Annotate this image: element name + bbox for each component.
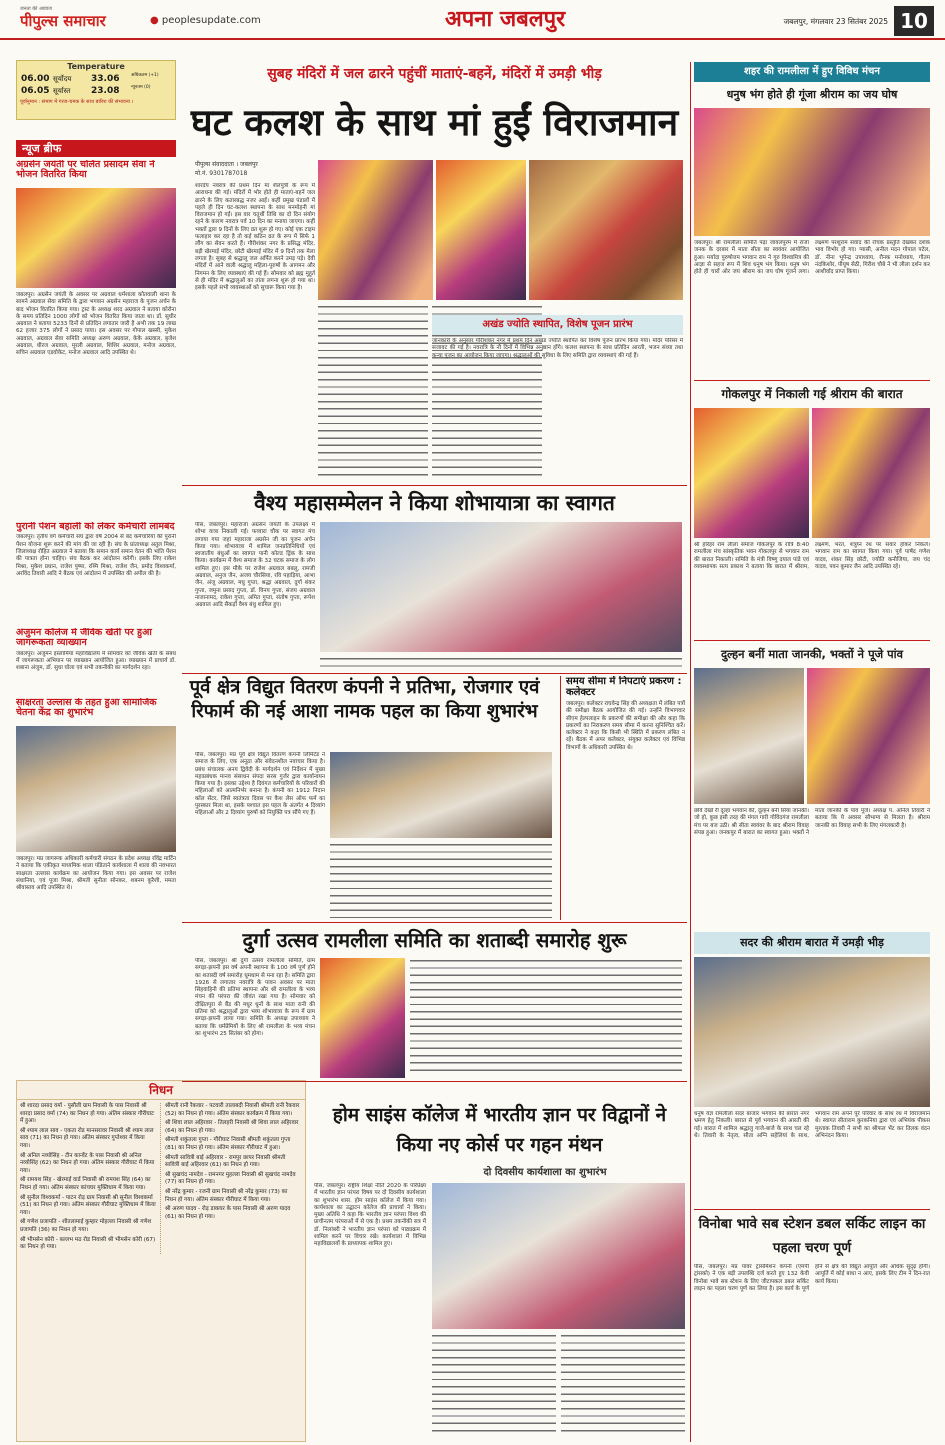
dhanush-text: जबलपुर। श्री रामलीला समिति पढ़ा जावलपुरम में राजा जनक के दरबार में माता सीता का स्वयंवर आयोजित हुआ। मर्यादा पुरुषोत्तम भगवान राम ने गुरु विश्वामित्र की आज्ञा से सहज रूप में शिव धनुष भंग किया। धनुष भंग होते ही चारों ओर जय श्रीराम का जय घोष गूंजने लगा। लक्ष्मण परशुराम संवाद की रोचक प्रस्तुति देखकर दर्शक भाव विभोर हो गए। प्यासी, अनील मदन गोपाल पटेल, डॉ. नीना भूपेन्द्र उपाध्याय, रौनक मनोध्याय, गौतम नंदकिशोर, पीयूष सेठी, गिरीश चौबे ने भी लीला दर्शन कर आशीर्वाद प्राप्त किया। xyxy=(694,240,930,276)
sadar-text: धनुष यज्ञ रामलीला सदर बाजार भगवान की बारात नगर भ्रमण हेतु निकली। बारात से पूर्व भगवान की आरती की गई। बारात में शामिल श्रद्धालु गाजे-बाजे के साथ चल रहे थे। तिवारी के नेतृत्व, सीता अग्नि सहेलियां के साथ, भगवान राम अपने पूरे परिवार के साथ रथ में विराजमान थे। स्वागत सीताराम कुरकनिया द्वारा एवं अभियंक पीकस मुश्ताक तिवारी ने सभी का श्रीफल भेंट कर तिलक वंदन अभिनंदन किया। xyxy=(694,1111,930,1139)
dhanush-headline[interactable]: धनुष भंग होते ही गूंजा श्रीराम का जय घोष xyxy=(726,88,898,101)
obituary-entry: श्री सुखचंद नामदेव - रामनगर मुहल्ला निवासी श्री सुखचंद नामदेव (77) का निधन हो गया। xyxy=(165,1171,296,1186)
brief-item-saksharta xyxy=(16,698,176,1074)
brief-item-agrasen xyxy=(16,160,176,520)
vidyut-photo xyxy=(330,752,552,838)
logo-text: पीपुल्स समाचार xyxy=(20,12,106,30)
obituary-entry: श्री अरुण यादव - रोड़ डाकघर के पास निवासी श्री अरुण यादव (61) का निधन हो गया। xyxy=(165,1206,291,1220)
lead-text: शारदेय नवरात्र की प्रथम दिन मां शैलपुत्री के रूप में आराधना की गई। मंदिरों में भोर होते ही माताएं-बहनें जल ढारने के लिए कतारबद्ध नजर आईं। कहीं प्रमुख पंडालों में पहले ही दिन घट-कलश स्थापना के साथ मनमोहनी मां विराजमान हो गईं। इस वार चतुर्थी तिथि का दो दिन संयोग रहने के कारण नवरात्र पर्व 10 दिन का मनाया जाएगा। कहीं भक्तों द्वारा 9 दिनों के लिए व्रत शुरू हो गए। कोई एक टाइम फलाहार कर रहा है तो कई कठिन व्रत के रूप में सिर्फ 1 लौंग का सेवन करते हैं। गौरीशंकर नगर के प्रसिद्ध मंदिर, बड़ी खेरमाई मंदिर, छोटी खेरमाई मंदिर में 9 दिनों तक मेला लगता है। सुबह से श्रद्धालु जल अर्पित करने उमड़ पड़े। देवी मंदिरों में आने वाली श्रद्धालु महिला-पुरुषों के आगमन और निगमन के लिए व्यवस्थाएं की गई हैं। सोमवार को ब्रह्म मुहूर्त से ही मंदिर में श्रद्धालुओं का तांता लगना शुरू हो गया था। इसके पहले सभी व्यवस्थाओं को सुचारू किया गया है। xyxy=(195,183,315,292)
dulhan-photo-right xyxy=(807,668,930,804)
gokalpur-text: श्री हरिहर राम लीला समाज गोकलपुर के रात्रि 8:40 रामलीला मंच सांस्कृतिक भवन गोकलपुर से भगवान राम की बारात निकाली। समिति के मंत्री विष्णु दयाल पांडे एवं व्यवस्थापक सत्य प्रकाश ने बताया कि बारात में श्रीराम, लक्ष्मण, भरत, शत्रुघ्न रथ पर सवार होकर निकले। भगवान राम का स्वागत किया गया। पूर्व पार्षद गणेश यादव, शंकर सिंह छोटी, ज्योति कनौजिया, जय चंद यादव, पवन कुमार जैन आदि उपस्थित रहे। xyxy=(694,542,930,570)
sunset-time: 06.05 xyxy=(21,86,50,96)
obituary-entry: श्रीमती शकुंतला गुप्ता - गौरीघाट निवासी श्रीमती शकुंतला गुप्ता (81) का निधन हो गया। अंतिम संस्कार गौरीघाट में हुआ। xyxy=(165,1137,291,1151)
vidyut-text-col2 xyxy=(330,842,552,918)
samay-box xyxy=(560,676,685,920)
section-title: अपना जबलपुर xyxy=(445,7,566,32)
brief-headline[interactable]: साक्षरता उल्लास के तहत हुआ सामाजिक चेतना केंद्र का शुभारंभ xyxy=(16,698,157,719)
max-label: अधिकतम (+1) xyxy=(131,73,159,78)
brief-headline[interactable]: पुरानी पेंशन बहाली को लेकर कर्मचारी लामबंद xyxy=(16,522,175,532)
home-science-photo xyxy=(432,1183,685,1329)
weather-box xyxy=(16,60,176,120)
obituary-entry: श्रीमती सावित्री बाई अहिरवार - रामपुर छापर निवासी श्रीमती सावित्री बाई अहिरवार (61) का निधन हो गया। xyxy=(165,1154,286,1169)
lead-photo-temple xyxy=(318,160,433,300)
max-temp: 33.06 xyxy=(91,74,120,84)
dhanush-photo xyxy=(694,108,930,236)
home-science-subhead: दो दिवसीय कार्यशाला का शुभारंभ xyxy=(483,1167,607,1178)
ramleela-text-col xyxy=(410,958,682,1076)
news-brief-banner: न्यूज ब्रीफ xyxy=(16,140,176,157)
lead-photo-devotees xyxy=(436,160,526,300)
weather-title: Temperature xyxy=(67,62,125,71)
vinoba-text: पीसं, जबलपुर। मप्र पावर ट्रांसमिशन कंपनी (एमपी ट्रांसको) ने एक बड़ी उपलब्धि दर्ज करते हुए 132 केवी विनोबा भावे सब स्टेशन के लिए जीटापकल डबल सर्किट लाइन का पहला चरण पूर्ण कर लिया है। इस कार्य के पूर्ण होने से क्षेत्र की विद्युत आपूर्ति और अधिक सुदृढ़ होगी। आपूर्ति में कोई बाधा न आए, इसके लिए टीम ने दिन-रात कार्य किया। xyxy=(694,1264,930,1292)
obituary-entry: श्री शिवा लाल अहिरवार - तिलहरी निवासी श्री शिवा लाल अहिरवार (64) का निधन हो गया। xyxy=(165,1120,299,1134)
ramleela-shatabdi-text: पीसं, जबलपुर। श्री दुर्गा उत्सव रामलीला समिति, ग्राम सगड़ा-झपनी इस वर्ष अपनी स्थापना के 100 वर्ष पूर्ण होने का शताब्दी वर्ष समारोह धूमधाम से मना रहा है। समिति द्वारा 1926 से लगातार नवरात्रि के पावन अवसर पर माता सिंहवाहिनी की प्रतिमा स्थापना और श्री रामलीला के भव्य मंचन की परंपरा की जीवंत रखा गया है। सोमवार को दीक्षितपुरा से बैंड की मधुर धुनों के साथ माता रानी की प्रतिमा को श्रद्धालुओं द्वारा भव्य शोभायात्रा के रूप में ग्राम सगड़ा-झपनी लाया गया। समिति के अध्यक्ष उपाध्याय ने बताया कि धर्मप्रेमियों के लिए श्री रामलीला के भव्य मंचन का शुभारंभ 25 सितंबर को होगा। xyxy=(195,958,315,1037)
sunrise-label: सूर्योदय xyxy=(53,75,72,83)
lead-headline[interactable]: घट कलश के साथ मां हुईं विराजमान xyxy=(190,101,679,144)
brief-text: जबलपुर। मप्र जागरूक अधिकारी कर्मचारी संगठन के प्रदेश अध्यक्ष रविंद्र मार्टिन ने बताया कि एकीकृत माध्यमिक शाला पंडिताने कार्यशाला में शाला की नवभारत साक्षरता उल्लास कार्यक्रम का आयोजन किया गया। इस अवसर पर राजेश संधानिया, एवं पूजा मिश्रा, श्रीमती सुनीता सोनकर, शबनम कुरैशी, ममता श्रीवास्तव आदि उपस्थित थे। xyxy=(16,856,176,892)
obituary-entry: श्री नरेंद्र कुमार - रजनी ग्राम निवासी श्री नरेंद्र कुमार (73) का निधन हो गया। अंतिम संस्कार गौरीघाट में किया गया। xyxy=(165,1188,288,1203)
lead-text-col2 xyxy=(318,304,428,482)
lead-kicker: सुबह मंदिरों में जल ढारने पहुंचीं माताएं-बहनें, मंदिरों में उमड़ी भीड़ xyxy=(267,66,602,82)
obituary-entry: श्री गणेश प्रजापति - शीतलामाई कुम्हार मोहल्ला निवासी श्री गणेश प्रजापति (36) का निधन हो गया। xyxy=(20,1219,152,1233)
home-science-text: पीसं, जबलपुर। राष्ट्रीय शिक्षा नीति 2020 के परिप्रेक्ष्य में भारतीय ज्ञान परंपरा विषय पर दो दिवसीय कार्यशाला का शुभारंभ शास. होम साइंस कॉलेज में किया गया। कार्यशाला का उद्घाटन कॉलेज की प्राचार्या ने किया। मुख्य अतिथि ने कहा कि भारतीय ज्ञान परंपरा विश्व की प्राचीनतम परंपराओं में से एक है। प्रथम तकनीकी सत्र में डॉ. निलांबरी ने भारतीय ज्ञान परंपरा को पाठ्यक्रम में शामिल करने पर विचार रखे। कार्यशाला में विभिन्न महाविद्यालयों के प्राध्यापक शामिल हुए। xyxy=(314,1183,426,1248)
brief-photo-agrasen xyxy=(16,188,176,288)
vidyut-headline[interactable]: पूर्व क्षेत्र विद्युत वितरण कंपनी ने प्रतिभा, रोजगार एवं रिफार्म की नई आशा नामक पहल का किया शुभारंभ xyxy=(189,677,540,722)
min-temp: 23.08 xyxy=(91,86,120,96)
obituary-entry: श्रीमती रानी रैकवार - पटवारी तालाबदी निवासी श्रीमती रानी रैकवार (52) का निधन हो गया। अंतिम संस्कार कार्यक्रम में किया गया। xyxy=(165,1103,300,1117)
gokalpur-photo-right xyxy=(812,408,930,538)
masthead xyxy=(0,0,945,40)
brief-text: जबलपुर। अंजुमन इस्लामिया महाविद्यालय में सोमवार को जैविक खेती के संबंध में जागरूकता अभियान पर व्याख्यान आयोजित हुआ। व्याख्यान में प्राचार्य डॉ. शबाना अंजुम, डॉ. सुधा घोला एवं सभी तकनीकी का मार्गदर्शन रहा। xyxy=(16,650,176,672)
issue-date: जबलपुर, मंगलवार 23 सितंबर 2025 xyxy=(783,17,888,26)
brief-photo-saksharta xyxy=(16,726,176,852)
globe-icon: ● xyxy=(150,15,162,26)
obituary-entry: श्री भीमसेन कोरी - बल्लभ मठ रोड निवासी श्री भीमसेन कोरी (67) का निधन हो गया। xyxy=(20,1236,156,1251)
dulhan-text: छवि देखो री दूल्हा भगवान की, दूल्हन बनीं सिया जानकी। जो हो, कुछ इसी तरह की मंगल गारी गोविंदगंज रामलीला मंच पर बज उठी। श्री सीता स्वयंवर के बाद श्रीराम विवाह संपन्न हुआ। जनकपुर में बारात का स्वागत हुआ। भक्तों ने माता जानकी के पांव पूजे। अध्यक्ष पं. अनिल तिवारी ने बताया कि ये अवसर सौभाग्य से मिलता है। श्रीराम जानकी का विवाह सभी के लिए मंगलकारी है। xyxy=(694,808,930,836)
gokalpur-headline[interactable]: गोकलपुर में निकाली गई श्रीराम की बारात xyxy=(721,387,903,401)
obituary-box xyxy=(16,1080,306,1442)
lead-photo-idol xyxy=(529,160,683,300)
home-science-text-col3 xyxy=(561,1333,685,1437)
sadar-headline[interactable]: सदर की श्रीराम बारात में उमड़ी भीड़ xyxy=(694,932,930,954)
lead-subhead-band: अखंड ज्योति स्थापित, विशेष पूजन प्रारंभ xyxy=(432,315,683,335)
ramleela-shatabdi-headline[interactable]: दुर्गा उत्सव रामलीला समिति का शताब्दी समारोह शुरू xyxy=(242,928,627,952)
vidyut-text: पीसं, जबलपुर। मप्र पूर्व क्षेत्र विद्युत वितरण कंपनी लिमिटेड ने समाज के लिए, एक अनूठा और संवेदनशील नवाचार किया है। प्रबंध संचालक अनय द्विवेदी के मार्गदर्शन एवं निर्देशन में मुख्य महाप्रबंधक मानव संसाधन संपदा सरस गुर्जर द्वारा कार्यान्वयन किया गया है। इसका उद्देश्य है दिवंगत कर्मचारियों के परिवारों की महिलाओं को आत्मनिर्भर बनाना है। कंपनी का 1912 निदान कॉल सेंटर, जिसे स्वतंत्रता दिवस पर कैश लेस ऑफ फर्म का पुरस्कार मिला था, इसके पश्चात इस पहल के अंतर्गत 4 दिव्यांग महिलाओं और 2 दिव्यांग पुरुषों को नियुक्ति पत्र सौंपे गए हैं। xyxy=(195,752,325,817)
home-science-text-col2 xyxy=(432,1333,556,1437)
obituary-entry: श्री सुनील विश्वकर्मा - पाटन रोड़ ग्राम निवासी श्री सुनील विश्वकर्मा (51) का निधन हो गया। अंतिम संस्कार गौरीघाट मुक्तिधाम में किया गया। xyxy=(20,1194,156,1216)
home-science-headline[interactable]: होम साइंस कॉलेज में भारतीय ज्ञान पर विद्वानों ने किया नए कोर्स पर गहन मंथन xyxy=(332,1104,667,1156)
weather-forecast: पूर्वानुमान : संभाग में गरज-चमक के साथ बारिश की संभावना । xyxy=(20,99,134,105)
dulhan-photo-left xyxy=(694,668,804,804)
lead-sub-text: जानकारी के अनुसार गौरीशंकर नगर में प्रथम दिन अखंड ज्योति स्थापित कर विशेष पूजन प्रारंभ किया गया। मंदिर परिसर में सजावट की गई है। नवरात्रि के नौ दिनों में विभिन्न अनुष्ठान होंगे। कलश स्थापना के साथ प्रतिदिन आरती, भजन संध्या तथा कन्या पूजन का आयोजन किया जाएगा। श्रद्धालुओं की सुविधा के लिए समिति द्वारा व्यवस्थाएं की गई हैं। xyxy=(432,338,683,359)
website-url[interactable]: ● peoplesupdate.com xyxy=(150,15,261,26)
obituary-entry: श्री रामयश सिंह - खेरमाई वार्ड निवासी श्री रामयश सिंह (64) का निधन हो गया। अंतिम संस्कार कांचघर मुक्तिधाम में किया गया। xyxy=(20,1177,151,1191)
obituary-column-left xyxy=(20,1103,160,1254)
right-column-banner: शहर की रामलीला में हुए विविध मंचन xyxy=(694,62,930,82)
lead-byline: पीपुल्स संवाददाता । जबलपुर मो.नं. 9301787018 xyxy=(195,161,258,177)
obituary-entry: श्री अनिल नव्योसिंह - टीन कान्वेंट के पास निवासी श्री अनिल नव्योसिंह (62) का निधन हो गया। अंतिम संस्कार गौरीघाट में किया गया। xyxy=(20,1152,155,1174)
sunset-label: सूर्यास्त xyxy=(53,87,71,95)
obituary-entry: श्री श्याम लाल साव - एकता रोड मानसरावर निवासी श्री श्याम लाल साव (71) का निधन हो गया। अंतिम संस्कार गुप्तेश्वर में किया गया। xyxy=(20,1127,154,1149)
page-number: 10 xyxy=(894,6,934,36)
obituary-entry: श्री शारदा प्रसाद वर्मा - पुसौली ग्राम निवासी के पास निवासी श्री शारदा प्रसाद वर्मा (74) का निधन हो गया। अंतिम संस्कार गौरीघाट में हुआ। xyxy=(20,1103,154,1125)
min-label: न्यूनतम (0) xyxy=(131,85,151,90)
obituary-column-right xyxy=(160,1103,300,1254)
vinoba-headline[interactable]: विनोबा भावे सब स्टेशन डबल सर्किट लाइन का पहला चरण पूर्ण xyxy=(698,1216,926,1256)
gokalpur-photo-left xyxy=(694,408,809,538)
sadar-photo xyxy=(694,957,930,1107)
vaishya-text: पीसं, जबलपुर। महाराजा अग्रसेन जयंती के उपलक्ष्य में शोभा यात्रा निकाली गई। फव्वारा चौक पर स्वागत मंच लगाया गया जहां महाराजा अग्रसेन जी का पूजन अर्चन किया गया। शोभायात्रा में शामिल जनप्रतिनिधियों एवं स्वजातीय बंधुओं का स्वागत पानी कोल्ड ड्रिंक के साथ किया। कार्यक्रम में वैश्य समाज के 32 घटक समाज के लोग शामिल हुए। इस मौके पर राजेश अग्रवाल बबलू, रामजी अग्रवाल, अनुज जैन, अजय चौरसिया, रवि पहाड़िया, आभा जैन, अंजू अग्रवाल, मधु गुप्ता, श्रद्धा अग्रवाल, दुर्गा शंकर गुप्ता, जमुना प्रसाद गुप्ता, डॉ. विनय गुप्ता, संजय अग्रवाल नाजानामद, राकेश गुप्ता, अमित गुप्ता, संतोष गुप्ता, रूपेश अग्रवाल आदि सैकड़ों वैश्य बंधु शामिल हुए। xyxy=(195,522,315,609)
vaishya-photo-group xyxy=(320,522,682,652)
brief-text: जबलपुर। तृतीय वर्ग कर्मचारी संघ द्वारा वर्ष 2004 से बंद कर्मचारियों की पुरानी पेंशन योजना शुरू करने की मांग की जा रही है। संघ के प्रांताध्यक्ष अतुल मिश्रा, जिलाध्यक्ष रोहित अग्रवाल ने बताया कि समान कार्य समान वेतन की भांति पेंशन की पात्रता होना चाहिए। संघ बैठक कर आंदोलन करेगी। इसके लिए राकेश मिश्रा, मुकेश प्रधान, राजेश पुष्पा, रश्मि मिश्रा, राजेश जैन, प्रमोद विश्वकर्मा, अरविंद तिवारी आदि ने बैठक एवं आंदोलन में उपस्थित की अपील की है। xyxy=(16,534,176,577)
samay-headline[interactable]: समय सीमा में निपटाएं प्रकरण : कलेक्टर xyxy=(566,676,682,698)
samay-text: जबलपुर। कलेक्टर राघवेन्द्र सिंह की अध्यक्षता में लंबित पत्रों की समीक्षा बैठक आयोजित की गई। उन्होंने विभागवार सीएम हेल्पलाइन के प्रकरणों की समीक्षा की और कहा कि प्रकरणों का निराकरण समय सीमा में करना सुनिश्चित करें। कलेक्टर ने कहा कि किसी भी स्थिति में प्रकरण लंबित न रहें। बैठक में अपर कलेक्टर, संयुक्त कलेक्टर एवं विभिन्न विभागों के अधिकारी उपस्थित थे। xyxy=(566,701,685,751)
sunrise-time: 06.00 xyxy=(21,74,50,84)
vaishya-headline[interactable]: वैश्य महासम्मेलन ने किया शोभायात्रा का स्वागत xyxy=(254,491,615,515)
brief-headline[interactable]: अंजुमन कॉलेज में जैविक खेती पर हुआ जागरूकता व्याख्यान xyxy=(16,628,152,649)
brief-item-anjuman xyxy=(16,628,176,696)
brief-text: जबलपुर। अग्रसेन जयंती के अवसर पर अग्रवाल धर्मशाला कोतवाली थाना के सामने अग्रवाल सेवा समिति के द्वारा भगवान अग्रसेन महाराज के पूजन अर्चन के बाद भोजन वितरित किया गया। ट्रस्ट के अध्यक्ष शरद अग्रवाल ने बताया कोरोना के समय प्रतिदिन 1000 लोगों को भोजन वितरित किया जाता था। डॉ. सुधीर अग्रवाल ने बताया 5233 दिनों से प्रतिदिन लगातार जारी है अभी तक 19 लाख 62 हजार 375 लोगों ने प्रसाद पाया। इस अवसर पर गोपाल खस्सी, मुकेश अग्रवाल, अग्रवाल सेवा समिति अध्यक्ष अरुण अग्रवाल, केके अग्रवाल, बृजेश अग्रवाल, धीरज अग्रवाल, मुरली अग्रवाल, शिशिर अग्रवाल, मनोज अग्रवाल, सचिन अग्रवाल एडवोकेट, मनोज अग्रवाल आदि उपस्थित थे। xyxy=(16,292,176,357)
ramleela-shatabdi-photo xyxy=(320,958,405,1078)
logo-tagline: जनता की आवाज xyxy=(20,6,52,12)
obituary-title: निधन xyxy=(17,1081,305,1100)
vaishya-caption xyxy=(320,656,682,670)
brief-item-pension xyxy=(16,522,176,625)
dulhan-headline[interactable]: दुल्हन बनीं माता जानकी, भक्तों ने पूजे पांव xyxy=(720,647,904,661)
brief-headline[interactable]: अग्रसेन जयंती पर चलित प्रसादम सेवा ने भोजन वितरित किया xyxy=(16,160,155,181)
newspaper-logo[interactable] xyxy=(20,6,150,36)
